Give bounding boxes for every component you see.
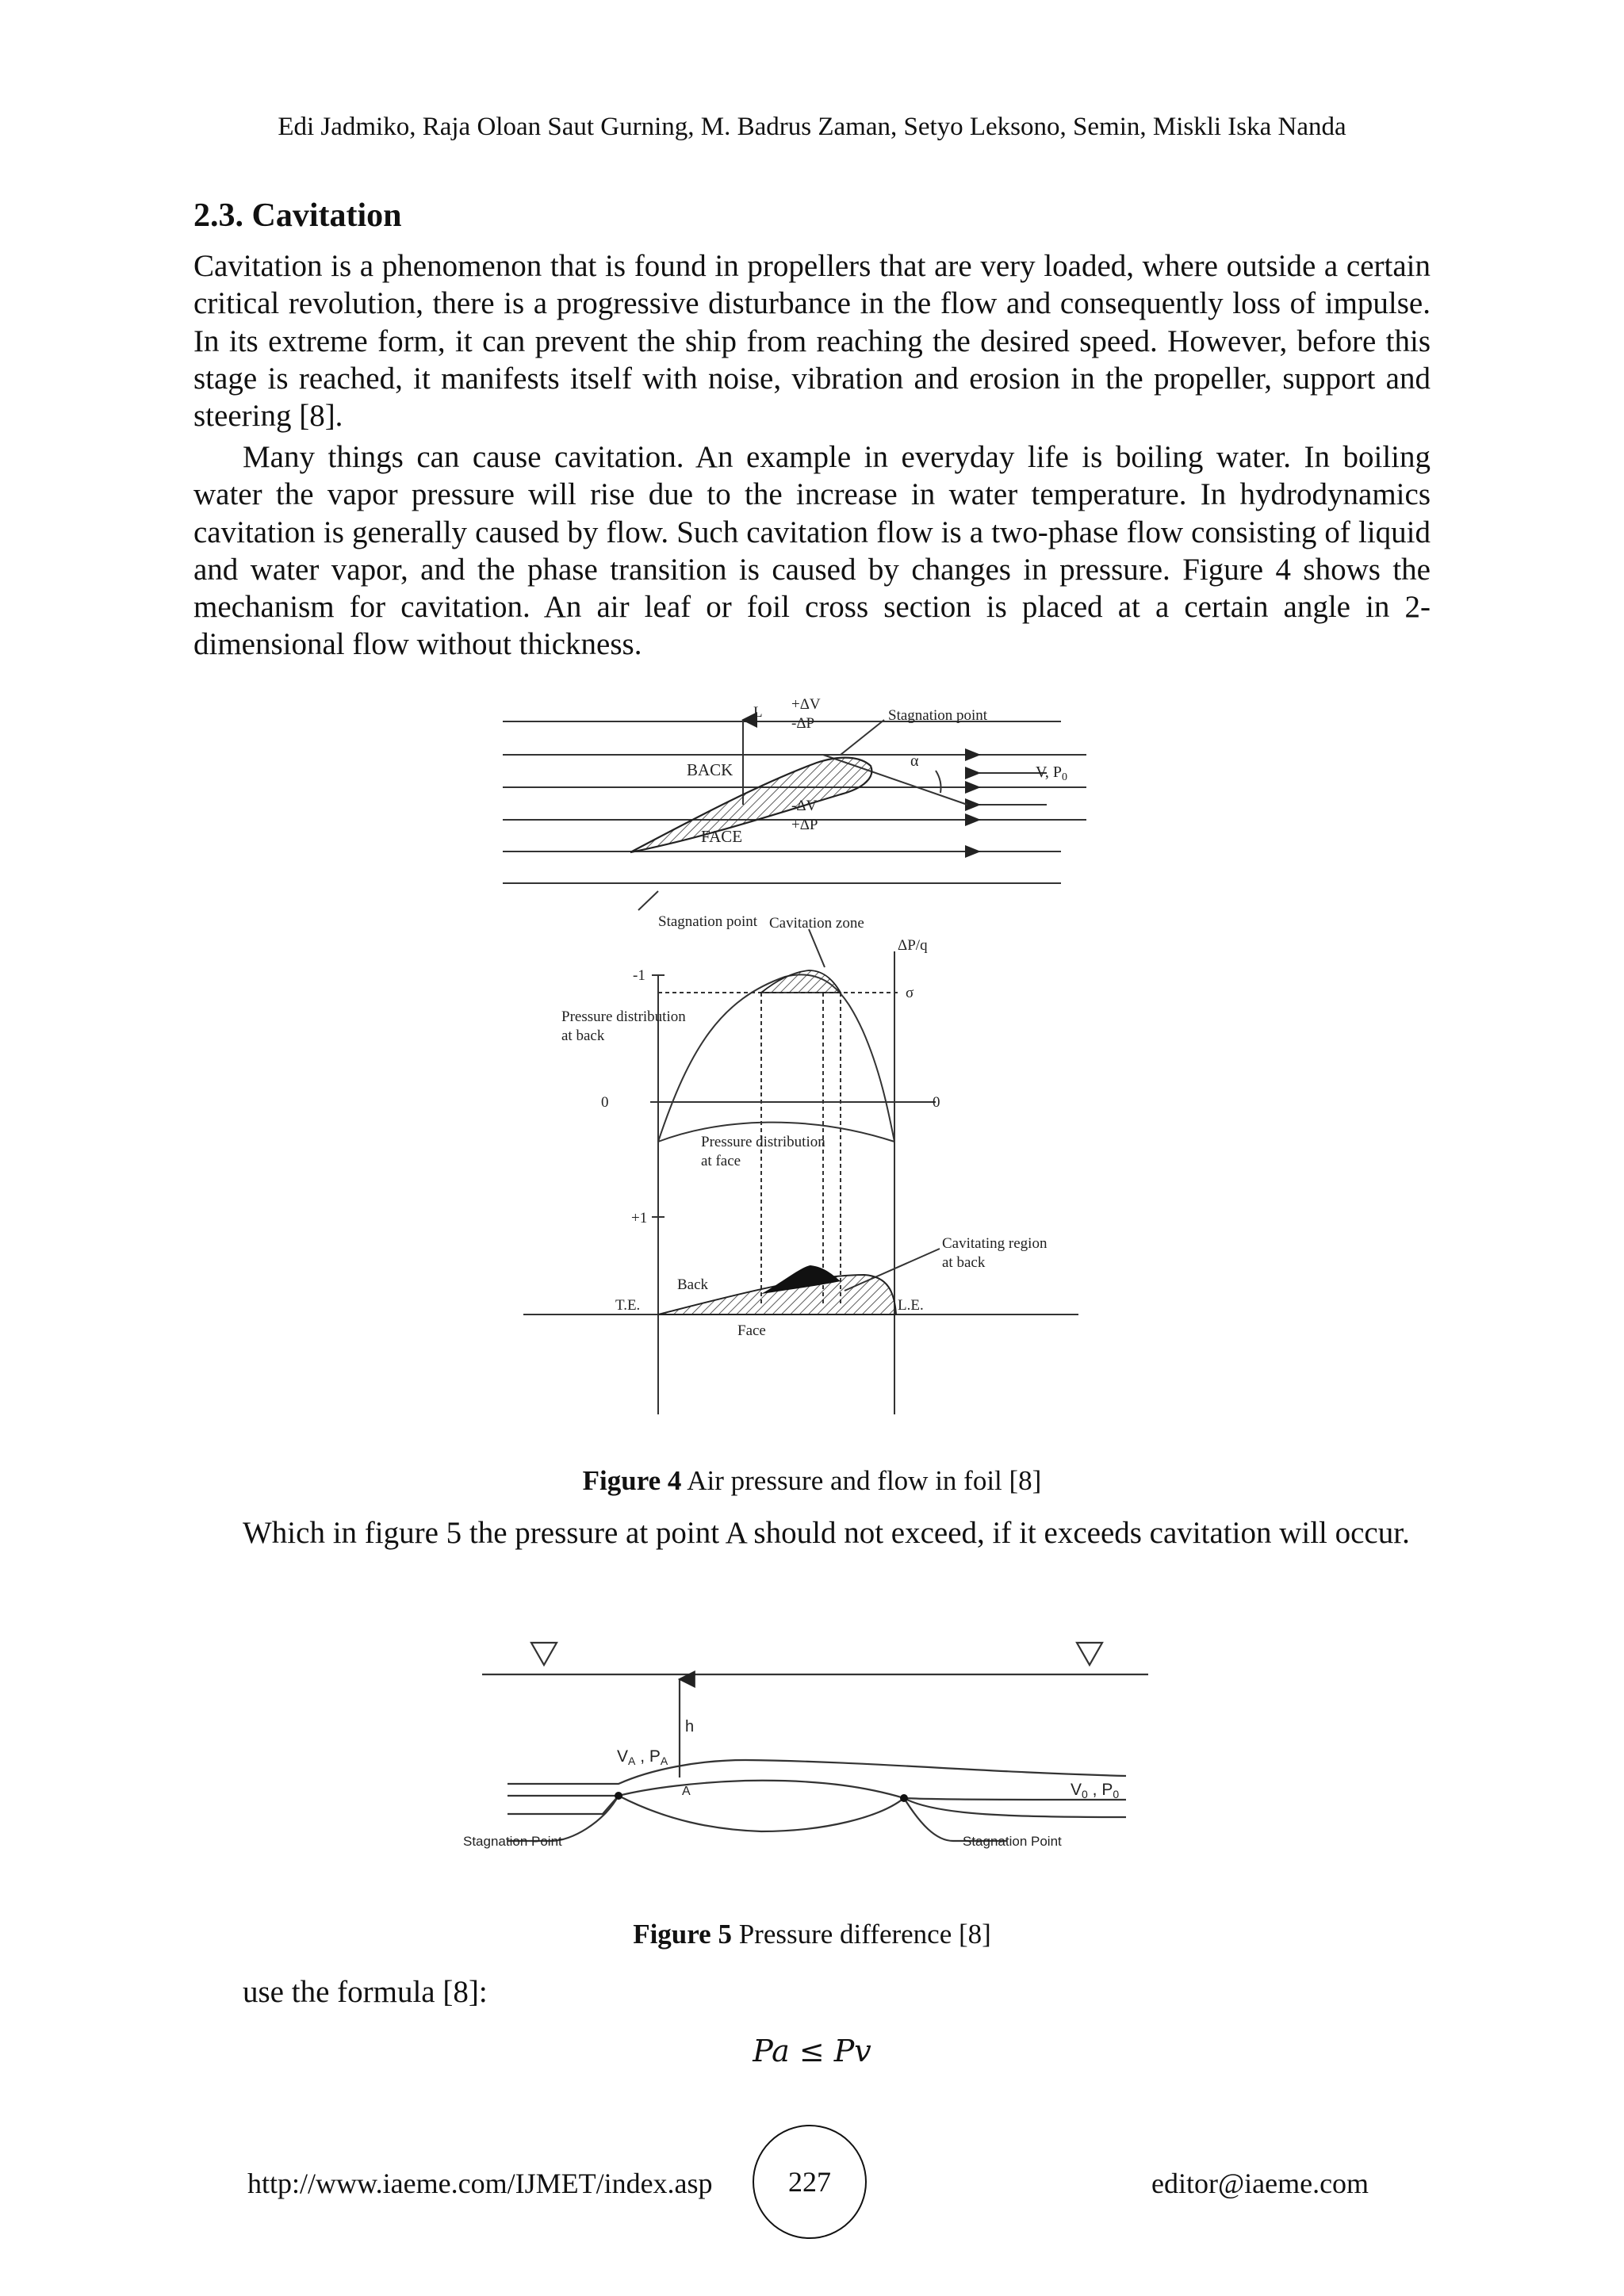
point-a-label: A — [682, 1785, 691, 1798]
section-heading: 2.3. Cavitation — [193, 197, 402, 234]
stagnation-point-left-label: Stagnation Point — [463, 1834, 562, 1849]
stagnation-dot-left — [615, 1792, 622, 1800]
pressure-at-back-label-1: Pressure distribution — [561, 1008, 686, 1025]
depth-h-label: h — [685, 1718, 695, 1735]
va-pa-label: VA , PA — [617, 1747, 668, 1767]
figure-5-caption: Figure 5 Pressure difference [8] — [633, 1919, 991, 1950]
stagnation-point-right-label: Stagnation Point — [963, 1834, 1062, 1849]
formula-cavitation-condition: Pa ≤ Pv — [753, 2034, 871, 2068]
pressure-distribution-chart — [650, 929, 940, 1414]
plus-dv-top: +ΔV — [791, 698, 821, 713]
zero-left-tick: 0 — [601, 1094, 609, 1111]
streamline-top — [508, 1760, 1126, 1784]
cavitation-zone-label: Cavitation zone — [769, 915, 864, 932]
figure-4-diagram — [492, 698, 1094, 1427]
leading-edge-label: L.E. — [898, 1297, 924, 1314]
cavitating-region-label-1: Cavitating region — [942, 1235, 1048, 1252]
footer-url-link[interactable]: http://www.iaeme.com/IJMET/index.asp — [247, 2168, 713, 2199]
pressure-at-back-label-2: at back — [561, 1027, 605, 1044]
body-paragraph-3: Which in figure 5 the pressure at point A should not exceed, if it exceeds cavitation will occur. — [243, 1516, 1410, 1550]
figure-5-diagram — [460, 1633, 1158, 1863]
cavitating-region-label-2: at back — [942, 1254, 986, 1271]
alpha-label: α — [910, 752, 919, 770]
plus-dp-bottom: +ΔP — [791, 817, 818, 833]
plus-one-tick: +1 — [631, 1210, 648, 1226]
trailing-edge-label: T.E. — [615, 1297, 641, 1314]
running-header: Edi Jadmiko, Raja Oloan Saut Gurning, M. Badrus Zaman, Setyo Leksono, Semin, Miskli Iska Nanda — [278, 113, 1346, 141]
stagnation-point-bottom-label: Stagnation point — [658, 913, 758, 930]
minus-dv-bottom: -ΔV — [791, 798, 818, 814]
foil-section — [630, 758, 871, 852]
footer-email-link[interactable]: editor@iaeme.com — [1151, 2168, 1369, 2199]
face-small-label: Face — [737, 1322, 766, 1339]
water-level-icon-left — [531, 1643, 557, 1665]
stagnation-point-top-label: Stagnation point — [888, 707, 988, 724]
back-label: BACK — [687, 760, 733, 779]
stagnation-dot-right — [900, 1794, 908, 1802]
pressure-at-face-label-1: Pressure distribution — [701, 1134, 825, 1150]
minus-dp-top: -ΔP — [791, 715, 815, 732]
foil-flow-diagram — [503, 720, 1086, 910]
lift-label: L — [753, 704, 763, 721]
body-paragraph-1: Cavitation is a phenomenon that is found in propellers that are very loaded, where outside a certain critical revolution, there is a progressive disturbance in the flow and consequently loss of impulse. In its extreme form, it can prevent the ship from reaching the desired speed. However, before this stage is reached, it manifests itself with noise, vibration and erosion in the propeller, support and steering [8]. — [193, 249, 1431, 434]
back-small-label: Back — [677, 1276, 709, 1293]
sigma-label: σ — [906, 985, 914, 1001]
minus-one-tick: -1 — [633, 967, 645, 984]
velocity-pressure-label: V, $P_0$ — [1036, 763, 1067, 783]
vb-pb-label: V0 , P0 — [1071, 1781, 1120, 1800]
face-label: FACE — [701, 827, 743, 846]
body-paragraph-2: Many things can cause cavitation. An example in everyday life is boiling water. In boiling water the vapor pressure will rise due to the increase in water temperature. In hydrodynamics cavitation is generally caused by flow. Such cavitation flow is a two-phase flow consisting of liquid and water vapor, and the phase transition is caused by changes in pressure. Figure 4 shows the mechanism for cavitation. An air leaf or foil cross section is placed at a certain angle in 2-dimensional flow without thickness. — [193, 440, 1431, 662]
page-number-badge — [753, 2125, 867, 2239]
streamline-body-bottom — [508, 1796, 1126, 1831]
formula-intro: use the formula [8]: — [243, 1975, 488, 2009]
page-number: 227 — [788, 2166, 831, 2198]
water-level-icon-right — [1077, 1643, 1102, 1665]
dp-q-label: ΔP/q — [898, 937, 928, 954]
figure-4-caption: Figure 4 Air pressure and flow in foil [8] — [582, 1465, 1042, 1496]
zero-right-tick: 0 — [933, 1094, 940, 1111]
pressure-at-face-label-2: at face — [701, 1153, 741, 1169]
